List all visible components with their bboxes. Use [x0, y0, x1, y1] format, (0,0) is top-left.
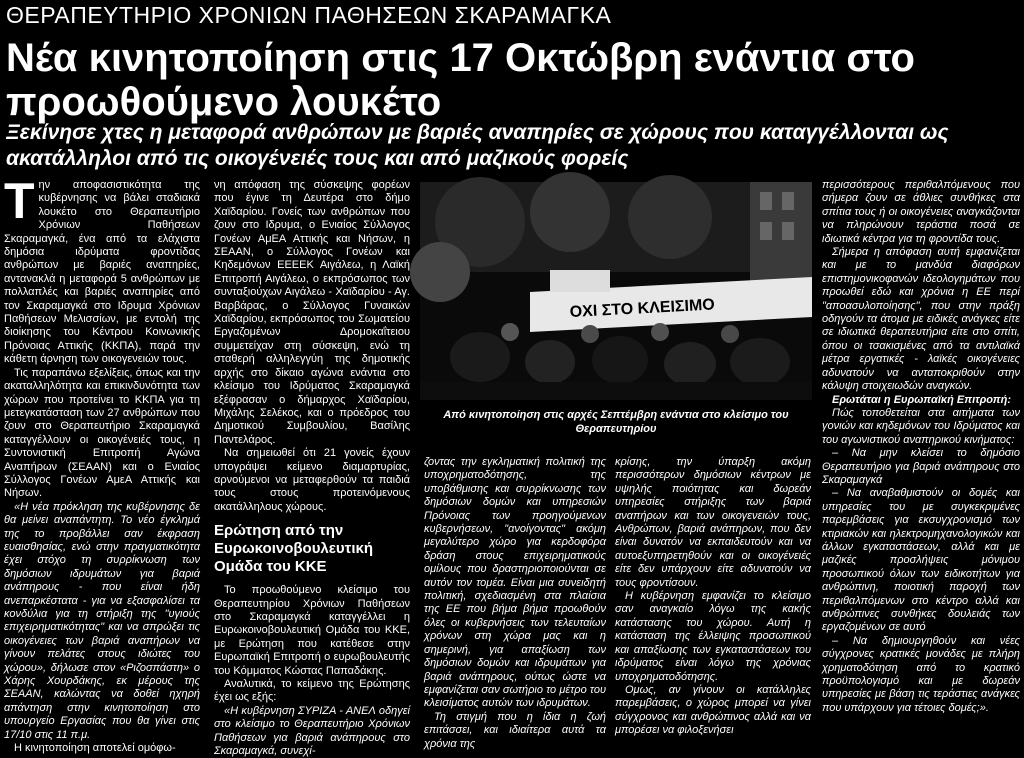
standfirst: Ξεκίνησε χτες η μεταφορά ανθρώπων με βαριές αναπηρίες σε χώρους που καταγγέλλονται ως ακατάλληλοι από τις οικογένειές τους και από μαζικούς φορείς: [6, 121, 949, 170]
demand-item: – Να μην κλείσει το δημόσιο Θεραπευτήριο για βαριά ανάπηρους στο Σκαραμαγκά: [822, 447, 1020, 486]
quote-paragraph: Σήμερα η απόφαση αυτή εμφανίζεται και με το μανδύα διαφόρων επιστημονικοφανών ιδεολογημάτων που προωθεί εδώ και χρόνια η ΕΕ περί "αποασυλοποίησης", που στην πράξη οδηγούν τα άτομα με ειδικές ανάγκες είτε σε ιδιωτικά θεραπευτήρια είτε στο σπίτι, όπου οι τσακισμένες από τα αντιλαϊκά μέτρα εργατικές - λαϊκές οικογένειες αδυνατούν να ανταποκριθούν στην κάλυψη στοιχειωδών αναγκών.: [822, 246, 1020, 393]
kicker: ΘΕΡΑΠΕΥΤΗΡΙΟ ΧΡΟΝΙΩΝ ΠΑΘΗΣΕΩΝ ΣΚΑΡΑΜΑΓΚΑ: [6, 2, 612, 28]
paragraph: Αναλυτικά, το κείμενο της Ερώτησης έχει ως εξής:: [214, 678, 410, 704]
banner-text: ΟΧΙ ΣΤΟ ΚΛΕΙΣΙΜΟ: [569, 296, 716, 321]
quote-paragraph: «Η νέα πρόκληση της κυβέρνησης δε θα μείνει αναπάντητη. Το νέο έγκλημά της το προβάλλει σαν έκφραση ευαισθησίας, ενώ στην πραγματικότητα έχει στόχο τη συρρίκνωση των δημόσιων ιδρυμάτων για βαριά ανάπηρους - που είναι ήδη ανεπαρκέστατα - για να εξασφαλίσει τα κονδύλια για τη στήριξη της "υγιούς επιχειρηματικότητας" και να σπρώξει τις οικογένειες των βαριά αναπήρων να γίνουν πελάτες στους ιδιώτες του χώρου», δήλωσε στον «Ριζοσπάστη» ο Χάρης Χουρδάκης, εκ μέρους της ΣΕΑΑΝ, καλώντας να δοθεί ηχηρή απάντηση στην κινητοποίηση στο υπουργείο Εργασίας που θα γίνει στις 17/10 στις 11 π.μ.: [4, 500, 200, 741]
column-4: [615, 456, 811, 737]
quote-paragraph: Τη στιγμή που η ίδια η ζωή επιτάσσει, και ιδιαίτερα αυτά τα χρόνια της: [424, 710, 606, 750]
paragraph: Η κινητοποίηση αποτελεί ομόφω-: [14, 742, 176, 755]
column-5: [822, 179, 1020, 727]
demand-item: – Να αναβαθμιστούν οι δομές και υπηρεσίες του με συγκεκριμένες παρεμβάσεις για εκσυγχρονισμό των κτιριακών και ηλεκτρομηχανολογικών και άλλων εγκαταστάσεων, αλλά και με μαζικές προσλήψεις μόνιμου προσωπικού όλων των ειδικοτήτων για ανθρώπινη, ποιοτική παροχή των περιθαλπόμενων στο κέντρο αλλά και ανθρώπινες συνθήκες δουλειάς των εργαζομένων σε αυτό: [822, 487, 1020, 634]
quote-paragraph: Πώς τοποθετείται στα αιτήματα των γονιών και κηδεμόνων του Ιδρύματος και του αγωνιστικού αναπηρικού κινήματος:: [822, 406, 1020, 446]
column-1: [4, 173, 200, 755]
paragraph: [4, 173, 200, 367]
dropcap: Τ: [4, 173, 35, 229]
quote-paragraph: Η κυβέρνηση εμφανίζει το κλείσιμο σαν αναγκαίο λόγω της κακής κατάστασης του χώρου. Αυτή η κατάσταση της έλλειψης προσωπικού και απαξίωσης των εγκαταστάσεων του ιδρύματος είναι λόγω της χρόνιας υποχρηματοδότησης.: [615, 590, 811, 683]
protest-photo: [420, 182, 812, 400]
paragraph-text: ην αποφασιστικότητα της κυβέρνησης να βάλει σταδιακά λουκέτο στο Θεραπευτήριο Χρόνιων Παθήσεων Σκαραμαγκά, ένα από τα ελάχιστα δημόσια ιδρύματα φροντίδας ανθρώπων με βαριές αναπηρίες, αντανακλά η μεταφορά 5 ανθρώπων με πολλαπλές και βαριές αναπηρίες από τον Σκαραμαγκά στο Ιδρυμα Χρόνιων Παθήσεων Μελισσίων, με εντολή της διοίκησης του Κέντρου Κοινωνικής Πρόνοιας Αττικής (ΚΚΠΑ), παρά την κάθετη άρνηση των οικογενειών τους.: [4, 179, 200, 366]
quote-paragraph: περισσότερους περιθαλπόμενους που σήμερα ζουν σε άθλιες συνθήκες στα σπίτια τους ή οι οικογένειες αναγκάζονται να πληρώνουν τεράστια ποσά σε ιδιωτικά κέντρα για τη φροντίδα τους.: [822, 179, 1020, 245]
question-lead: Ερωτάται η Ευρωπαϊκή Επιτροπή:: [832, 393, 1012, 406]
paragraph: Τις παραπάνω εξελίξεις, όπως και την ακαταλληλότητα και επικινδυνότητα των χώρων που προτείνει το ΚΚΠΑ για τη μετεγκατάσταση των 27 ανθρώπων που ζουν στο Θεραπευτήριο Σκαραμαγκά καταγγέλλουν οι οικογένειές τους, η Συντονιστική Επιτροπή Αγώνα Αναπήρων (ΣΕΑΑΝ) και ο Ενιαίος Σύλλογος Γονέων ΑμεΑ Αττικής και Νήσων.: [4, 366, 200, 500]
paragraph: Να σημειωθεί ότι 21 γονείς έχουν υπογράψει κείμενο διαμαρτυρίας, αρνούμενοι να μεταφερθούν τα παιδιά τους στους προτεινόμενους ακατάλληλους χώρους.: [214, 447, 410, 513]
paragraph: νη απόφαση της σύσκεψης φορέων που έγινε τη Δευτέρα στο δήμο Χαϊδαρίου. Γονείς των ανθρώπων που ζουν στο Ιδρυμα, ο Ενιαίος Σύλλογος Γονέων ΑμΕΑ Αττικής και Νήσων, η ΣΕΑΑΝ, ο Σύλλογος Γονέων και Κηδεμόνων ΕΕΕΕΚ Αιγάλεω, η Λαϊκή Επιτροπή Αιγάλεω, ο εκπρόσωπος των συνταξιούχων Αιγάλεω - Χαϊδαρίου - Αγ. Βαρβάρας, ο Σύλλογος Γυναικών Χαϊδαρίου, εκπρόσωπος του Σωματείου Εργαζομένων Δρομοκαΐτειου συμμετείχαν στη σύσκεψη, ενώ τη σταθερή αλληλεγγύη της δημοτικής αρχής στο δίκαιο αγώνα ενάντια στο κλείσιμο του Ιδρύματος Σκαραμαγκά εξέφρασαν ο δήμαρχος Χαϊδαρίου, Μιχάλης Σελέκος, και ο πρόεδρος του Δημοτικού Συμβουλίου, Βασίλης Παντελάρος.: [214, 179, 410, 446]
quote-paragraph: «Η κυβέρνηση ΣΥΡΙΖΑ - ΑΝΕΛ οδηγεί στο κλείσιμο το Θεραπευτήριο Χρόνιων Παθήσεων για βαριά ανάπηρους στο Σκαραμαγκά, συνεχί-: [214, 704, 410, 758]
photo-caption: Από κινητοποίηση στις αρχές Σεπτέμβρη ενάντια στο κλείσιμο του Θεραπευτηρίου: [443, 409, 789, 435]
quote-paragraph: Ομως, αν γίνουν οι κατάλληλες παρεμβάσεις, ο χώρος μπορεί να γίνει σύγχρονος και ανθρώπινος αλλά και να μπορέσει να φιλοξενήσει: [615, 683, 811, 737]
quote-paragraph: κρίσης, την ύπαρξη ακόμη περισσότερων δημόσιων κέντρων με υψηλής ποιότητας και δωρεάν υπηρεσίες στήριξης των βαριά αναπήρων και των οικογενειών τους, Ανθρώπων, βαριά ανάπηρων, που δεν είναι δυνατόν να εκπαιδευτούν και να αυτοεξυπηρετηθούν και οι οικογένειές είτε δεν υπάρχουν είτε αδυνατούν να τους φροντίσουν.: [615, 456, 811, 589]
subheading: Ερώτηση από την Ευρωκοινοβουλευτική Ομάδα του ΚΚΕ: [214, 522, 374, 576]
paragraph: Το προωθούμενο κλείσιμο του Θεραπευτηρίου Χρόνιων Παθήσεων στο Σκαραμαγκά καταγγέλλει η Ευρωκοινοβουλευτική Ομάδα του ΚΚΕ, με Ερώτηση που κατέθεσε στην Ευρωπαϊκή Επιτροπή ο ευρωβουλευτής του Κόμματος Κώστας Παπαδάκης.: [214, 584, 410, 677]
quote-paragraph: ζοντας την εγκληματική πολιτική της υποχρηματοδότησης, της υποβάθμισης και συρρίκνωσης των δημόσιων δομών και υπηρεσιών Πρόνοιας των προηγούμενων κυβερνήσεων, "ανοίγοντας" ακόμη μεγαλύτερο χώρο για κερδοφόρα δράση στους επιχειρηματικούς ομίλους που δραστηριοποιούνται σε αυτόν τον τομέα. Είναι μια συνειδητή πολιτική, σχεδιασμένη στα πλαίσια της ΕΕ που βήμα βήμα προωθούν όλες οι κυβερνήσεις των τελευταίων χρόνων στη χώρα μας και η σημερινή, για απαξίωση των δημόσιων δομών και ιδρυμάτων για βαριά ανάπηρους, ούτως ώστε να εμφανίζεται σαν σωτήριο το μέτρο του κλεισίματος αυτών των ιδρυμάτων.: [424, 456, 606, 710]
headline: Νέα κινητοποίηση στις 17 Οκτώβρη ενάντια στο προωθούμενο λουκέτο: [6, 36, 915, 124]
demand-item: – Να δημιουργηθούν και νέες σύγχρονες κρατικές μονάδες με πλήρη χρηματοδότηση από το κρατικό προϋπολογισμό και με δωρεάν υπηρεσίες με βάση τις τεράστιες ανάγκες που υπάρχουν για τέτοιες δομές;».: [822, 634, 1020, 714]
column-3: [424, 456, 606, 750]
column-2: [214, 179, 410, 758]
protest-photo-image: [420, 182, 812, 400]
